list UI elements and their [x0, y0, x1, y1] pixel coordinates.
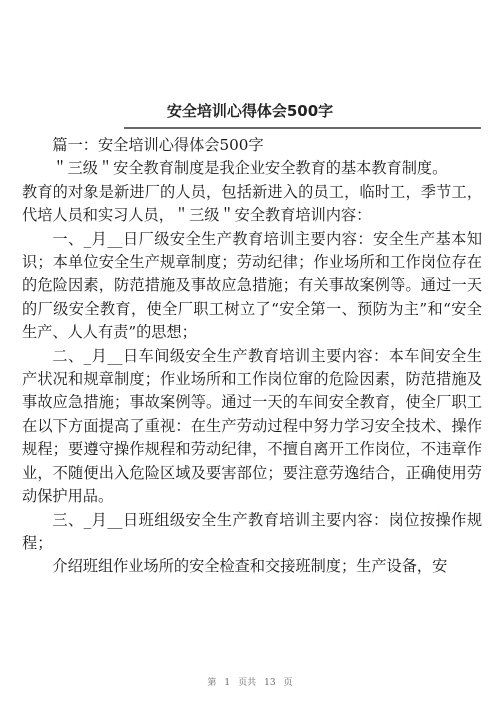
- paragraph: 一、_月__日厂级安全生产教育培训主要内容：安全生产基本知识；本单位安全生产规章制度；劳动纪律；作业场所和工作岗位存在的危险因素，防范措施及事故应急措施；有关事故案例等。通过一天的厂级安全教育，使全厂职工树立了“安全第一、预防为主”和“安全生产、人人有责”的思想；: [22, 229, 482, 342]
- paragraph: 教育的对象是新进厂的人员，包括新进入的员工，临时工，季节工，代培人员和实习人员，＂三级＂安全教育培训内容：: [22, 182, 482, 225]
- footer-prefix: 第: [207, 678, 217, 688]
- paragraph: 二、_月__日车间级安全生产教育培训主要内容：本车间安全生产状况和规章制度；作业场所和工作岗位窜的危险因素，防范措施及事故应急措施；事故案例等。通过一天的车间安全教育，使全厂职工在以下方面提高了重视：在生产劳动过程中努力学习安全技术、操作规程；要遵守操作规程和劳动纪律，不擅自离开工作岗位，不违章作业，不随便出入危险区域及要害部位；要注意劳逸结合，正确使用劳动保护用品。: [22, 346, 482, 506]
- paragraph: ＂三级＂安全教育制度是我企业安全教育的基本教育制度。: [52, 159, 448, 178]
- document-title: 安全培训心得体会500字: [166, 102, 334, 120]
- page-footer: [0, 675, 500, 688]
- document-body: [22, 134, 482, 579]
- footer-mid: 页共: [238, 678, 257, 688]
- footer-page-number: 1: [224, 678, 231, 688]
- title-underline: [124, 127, 481, 129]
- footer-total-pages: 13: [264, 678, 276, 688]
- paragraph: 介绍班组作业场所的安全检查和交接班制度；生产设备，安: [52, 557, 448, 576]
- footer-suffix: 页: [283, 678, 293, 688]
- paragraph: 三、_月__日班组级安全生产教育培训主要内容：岗位按操作规程；: [22, 510, 482, 552]
- section-heading: 篇一：安全培训心得体会500字: [52, 136, 264, 154]
